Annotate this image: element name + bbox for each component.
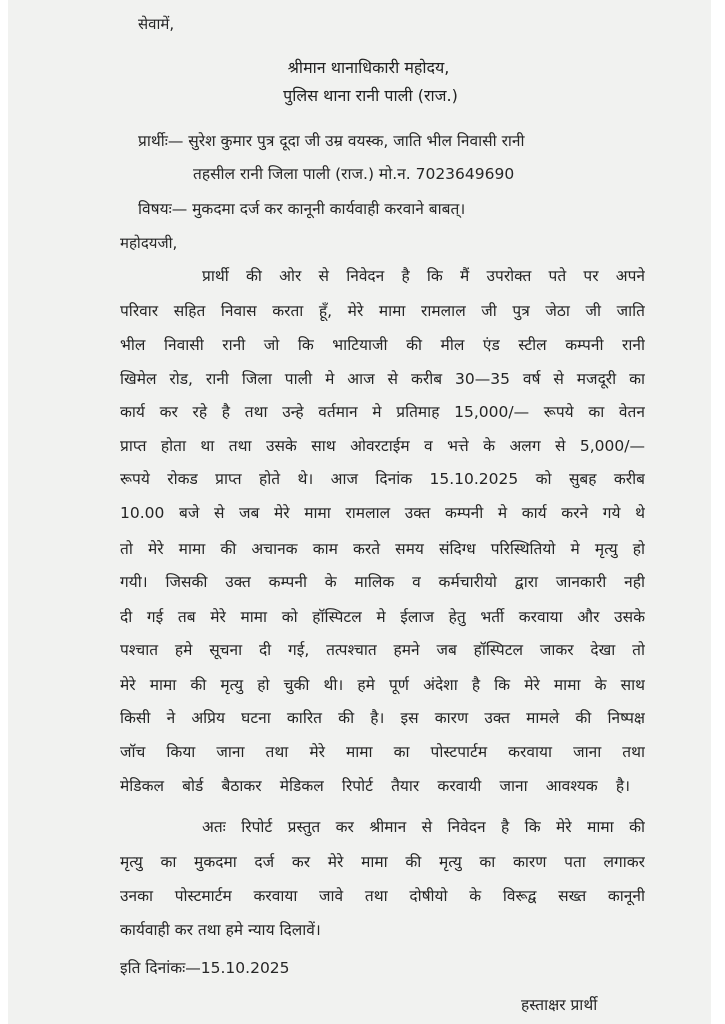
request-line: मृत्यु का मुकदमा दर्ज कर मेरे मामा की मृत्यु का कारण पता लगाकर (120, 853, 645, 871)
body-line: पश्चात हमे सूचना दी गई, तत्पश्चात हमने जब हॉस्पिटल जाकर देखा तो (120, 641, 645, 659)
body-line: जॉच किया जाना तथा मेरे मामा का पोस्टपार्टम करवाया जाना तथा (120, 743, 645, 761)
body-line: कार्य कर रहे है तथा उन्हे वर्तमान मे प्रतिमाह 15,000/— रूपये का वेतन (120, 403, 645, 421)
body-line: किसी ने अप्रिय घटना कारित की है। इस कारण उक्त मामले की निष्पक्ष (120, 709, 645, 727)
body-line: 10.00 बजे से जब मेरे मामा रामलाल उक्त कम्पनी मे कार्य करने गये थे (120, 504, 645, 522)
body-line: भील निवासी रानी जो कि भाटियाजी की मील एंड स्टील कम्पनी रानी (120, 336, 645, 354)
request-line: कार्यवाही कर तथा हमे न्याय दिलावें। (120, 921, 321, 939)
signature-label: हस्ताक्षर प्रार्थी (521, 996, 598, 1014)
left-margin-strip (0, 0, 8, 1024)
body-line: परिवार सहित निवास करता हूँ, मेरे मामा रामलाल जी पुत्र जेठा जी जाति (120, 302, 645, 320)
subject-line: विषयः— मुकदमा दर्ज कर कानूनी कार्यवाही करवाने बाबत्। (138, 200, 466, 218)
body-line: प्रार्थी की ओर से निवेदन है कि मैं उपरोक्त पते पर अपने (202, 267, 645, 285)
greeting: महोदयजी, (120, 234, 178, 252)
request-line: उनका पोस्टमार्टम करवाया जावे तथा दोषीयो के विरूद्व सख्त कानूनी (120, 887, 645, 905)
addressee-station: पुलिस थाना रानी पाली (राज.) (283, 86, 458, 105)
request-line: अतः रिपोर्ट प्रस्तुत कर श्रीमान से निवेदन है कि मेरे मामा की (202, 818, 645, 836)
body-line: दी गई तब मेरे मामा को हॉस्पिटल मे ईलाज हेतु भर्ती करवाया और उसके (120, 608, 645, 626)
applicant-line-2: तहसील रानी जिला पाली (राज.) मो.न. 7023649690 (193, 165, 515, 183)
body-line: गयी। जिसकी उक्त कम्पनी के मालिक व कर्मचारीयो द्वारा जानकारी नही (120, 573, 645, 591)
date-line: इति दिनांकः—15.10.2025 (120, 959, 290, 977)
applicant-line-1: प्रार्थीः— सुरेश कुमार पुत्र दूदा जी उम्र वयस्क, जाति भील निवासी रानी (138, 132, 525, 150)
body-line: तो मेरे मामा की अचानक काम करते समय संदिग्ध परिस्थितियो मे मृत्यु हो (120, 540, 645, 558)
body-line: मेरे मामा की मृत्यु हो चुकी थी। हमे पूर्ण अंदेशा है कि मेरे मामा के साथ (120, 676, 645, 694)
body-line: प्राप्त होता था तथा उसके साथ ओवरटाईम व भत्ते के अलग से 5,000/— (120, 437, 645, 455)
right-margin-strip (711, 0, 725, 1024)
salutation: सेवामें, (138, 15, 175, 33)
body-line: मेडिकल बोर्ड बैठाकर मेडिकल रिपोर्ट तैयार करवायी जाना आवश्यक है। (120, 777, 630, 795)
body-line: रूपये रोकड प्राप्त होते थे। आज दिनांक 15.10.2025 को सुबह करीब (120, 470, 645, 488)
addressee-title: श्रीमान थानाधिकारी महोदय, (287, 58, 450, 77)
body-line: खिमेल रोड, रानी जिला पाली मे आज से करीब 30—35 वर्ष से मजदूरी का (120, 370, 645, 388)
